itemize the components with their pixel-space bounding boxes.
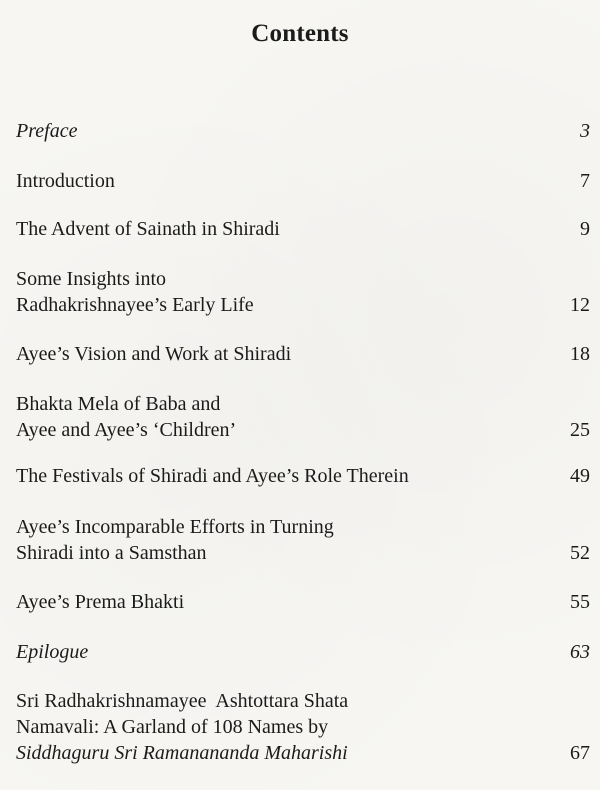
toc-page-number: 9 (580, 218, 590, 240)
toc-entry-bhakta-mela (16, 391, 590, 443)
toc-page-number: 63 (570, 641, 590, 663)
toc-entry-epilogue (16, 639, 590, 665)
page-title: Contents (251, 20, 349, 47)
toc-entry-introduction (16, 168, 590, 194)
toc-entry-title: Introduction (16, 170, 115, 192)
toc-entry-festivals (16, 463, 590, 489)
toc-page-number: 52 (570, 542, 590, 564)
toc-entry-title-line-1: Bhakta Mela of Baba and (16, 393, 221, 415)
toc-entry-title-line-2: Ayee and Ayee’s ‘Children’ (16, 419, 237, 441)
toc-page-number: 67 (570, 742, 590, 764)
toc-entry-insights (16, 266, 590, 318)
toc-page-number: 49 (570, 465, 590, 487)
toc-entry-preface (16, 118, 590, 144)
toc-entry-prema-bhakti (16, 589, 590, 615)
toc-page-number: 25 (570, 419, 590, 441)
toc-entry-title-line-2: Shiradi into a Samsthan (16, 542, 207, 564)
toc-entry-title-line-1: Ayee’s Incomparable Efforts in Turning (16, 516, 334, 538)
toc-page-number: 7 (580, 170, 590, 192)
toc-entry-title: Preface (16, 120, 78, 142)
toc-entry-title: Ayee’s Vision and Work at Shiradi (16, 343, 292, 365)
toc-entry-title-line-1: Sri Radhakrishnamayee Ashtottara Shata (16, 690, 349, 712)
toc-entry-advent (16, 216, 590, 242)
toc-entry-namavali (16, 688, 590, 766)
toc-entry-title: Epilogue (16, 641, 89, 663)
toc-page-number: 12 (570, 294, 590, 316)
toc-entry-title-line-2: Radhakrishnayee’s Early Life (16, 294, 254, 316)
toc-page-number: 55 (570, 591, 590, 613)
toc-entry-vision (16, 341, 590, 367)
toc-page-number: 18 (570, 343, 590, 365)
toc-entry-efforts (16, 514, 590, 566)
toc-entry-title-line-1: Some Insights into (16, 268, 167, 290)
toc-entry-title-line-3: Siddhaguru Sri Ramanananda Maharishi (16, 742, 348, 764)
toc-entry-title-line-2: Namavali: A Garland of 108 Names by (16, 716, 329, 738)
toc-entry-title: The Festivals of Shiradi and Ayee’s Role Therein (16, 465, 409, 487)
toc-entry-title: The Advent of Sainath in Shiradi (16, 218, 280, 240)
toc-entry-title: Ayee’s Prema Bhakti (16, 591, 185, 613)
toc-page-number: 3 (580, 120, 590, 142)
